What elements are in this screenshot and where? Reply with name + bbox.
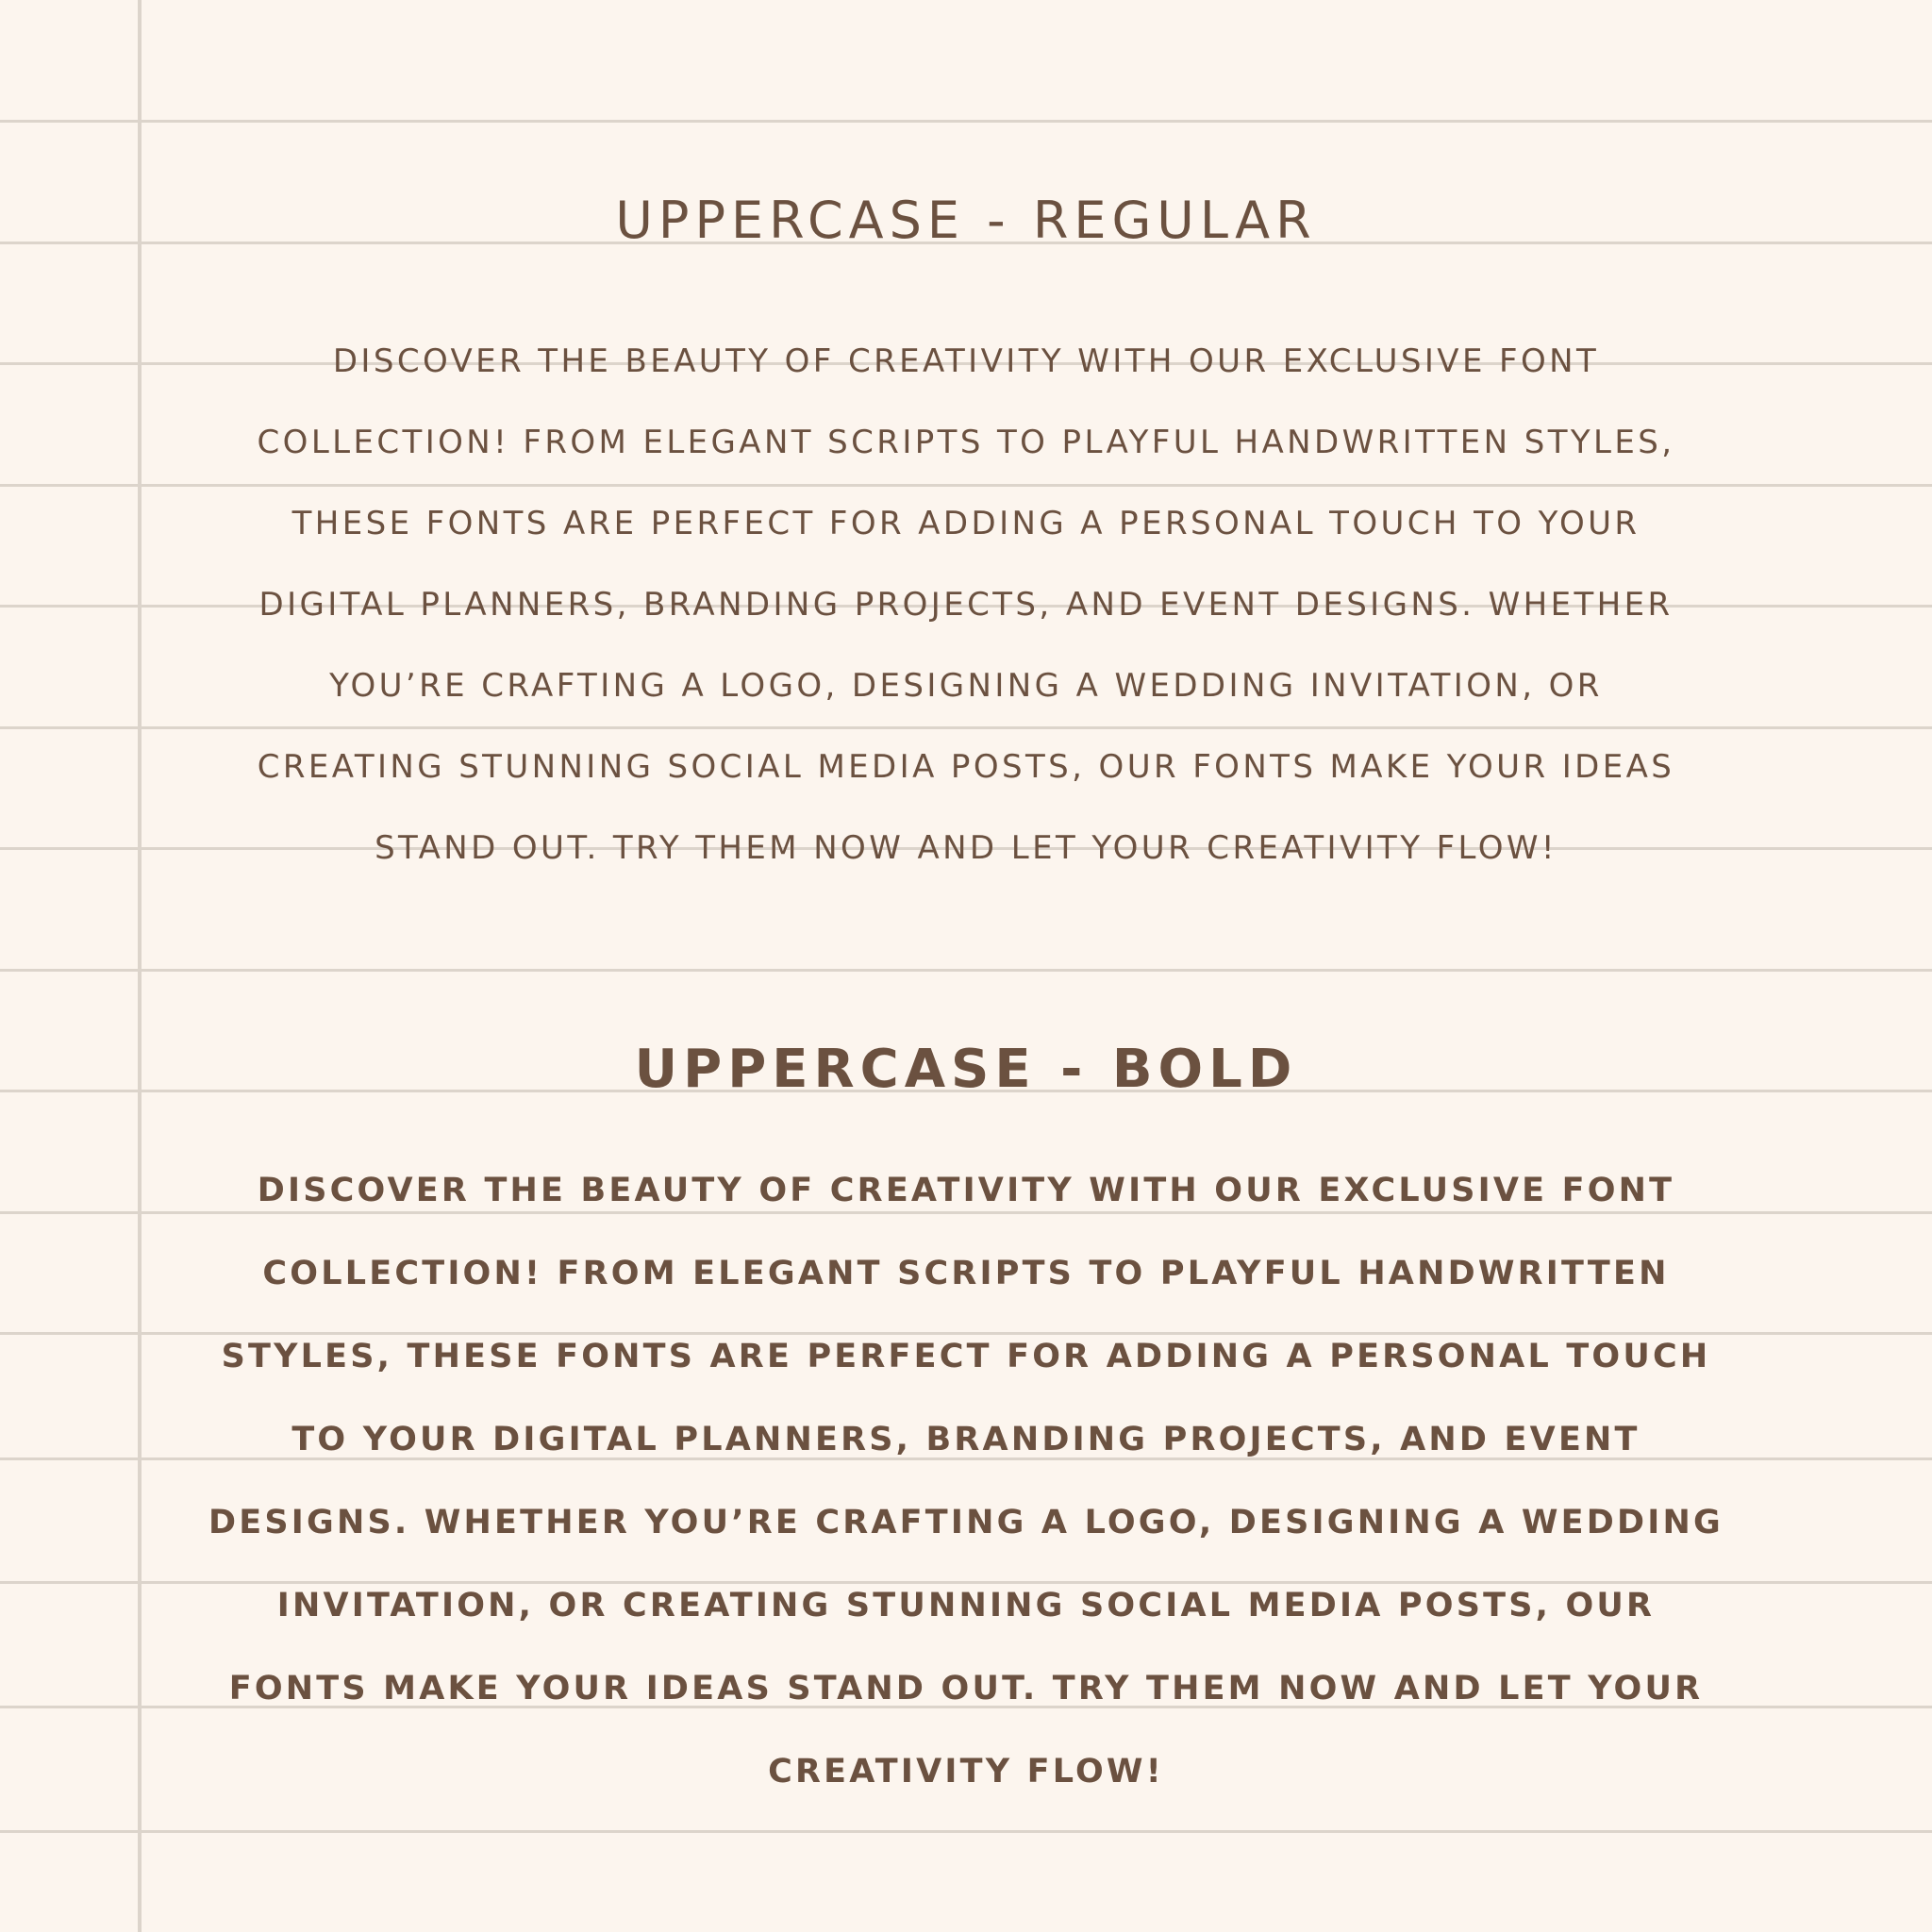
paragraph-line: DISCOVER THE BEAUTY OF CREATIVITY WITH OUR EXCLUSIVE FONT	[332, 342, 1600, 380]
paragraph-line: COLLECTION! FROM ELEGANT SCRIPTS TO PLAYFUL HANDWRITTEN STYLES,	[257, 424, 1675, 461]
paragraph-line: COLLECTION! FROM ELEGANT SCRIPTS TO PLAYFUL HANDWRITTEN	[262, 1255, 1670, 1292]
paragraph-line: DESIGNS. WHETHER YOU’RE CRAFTING A LOGO, DESIGNING A WEDDING	[208, 1504, 1724, 1541]
paragraph-line: STYLES, THESE FONTS ARE PERFECT FOR ADDING A PERSONAL TOUCH	[221, 1338, 1711, 1375]
paragraph-line: DIGITAL PLANNERS, BRANDING PROJECTS, AND EVENT DESIGNS. WHETHER	[258, 586, 1674, 624]
margin-line	[138, 0, 142, 1932]
section-heading-regular: UPPERCASE - REGULAR	[615, 191, 1317, 250]
paragraph-line: STAND OUT. TRY THEM NOW AND LET YOUR CREATIVITY FLOW!	[375, 829, 1557, 867]
paragraph-line: THESE FONTS ARE PERFECT FOR ADDING A PERSONAL TOUCH TO YOUR	[291, 505, 1641, 542]
ruled-line	[0, 120, 1932, 123]
paragraph-line: CREATING STUNNING SOCIAL MEDIA POSTS, OUR FONTS MAKE YOUR IDEAS	[257, 748, 1675, 786]
paragraph-line: CREATIVITY FLOW!	[768, 1753, 1164, 1790]
paragraph-line: INVITATION, OR CREATING STUNNING SOCIAL MEDIA POSTS, OUR	[276, 1587, 1656, 1624]
ruled-line	[0, 1830, 1932, 1833]
ruled-line	[0, 969, 1932, 972]
paragraph-line: YOU’RE CRAFTING A LOGO, DESIGNING A WEDDING INVITATION, OR	[329, 667, 1603, 705]
paragraph-line: TO YOUR DIGITAL PLANNERS, BRANDING PROJECTS, AND EVENT	[291, 1421, 1641, 1458]
body-paragraph-regular	[189, 321, 1743, 889]
body-paragraph-bold	[189, 1149, 1743, 1813]
paragraph-line: FONTS MAKE YOUR IDEAS STAND OUT. TRY THEM NOW AND LET YOUR	[228, 1670, 1704, 1707]
paragraph-line: DISCOVER THE BEAUTY OF CREATIVITY WITH OUR EXCLUSIVE FONT	[257, 1172, 1675, 1209]
section-heading-bold: UPPERCASE - BOLD	[634, 1039, 1298, 1100]
